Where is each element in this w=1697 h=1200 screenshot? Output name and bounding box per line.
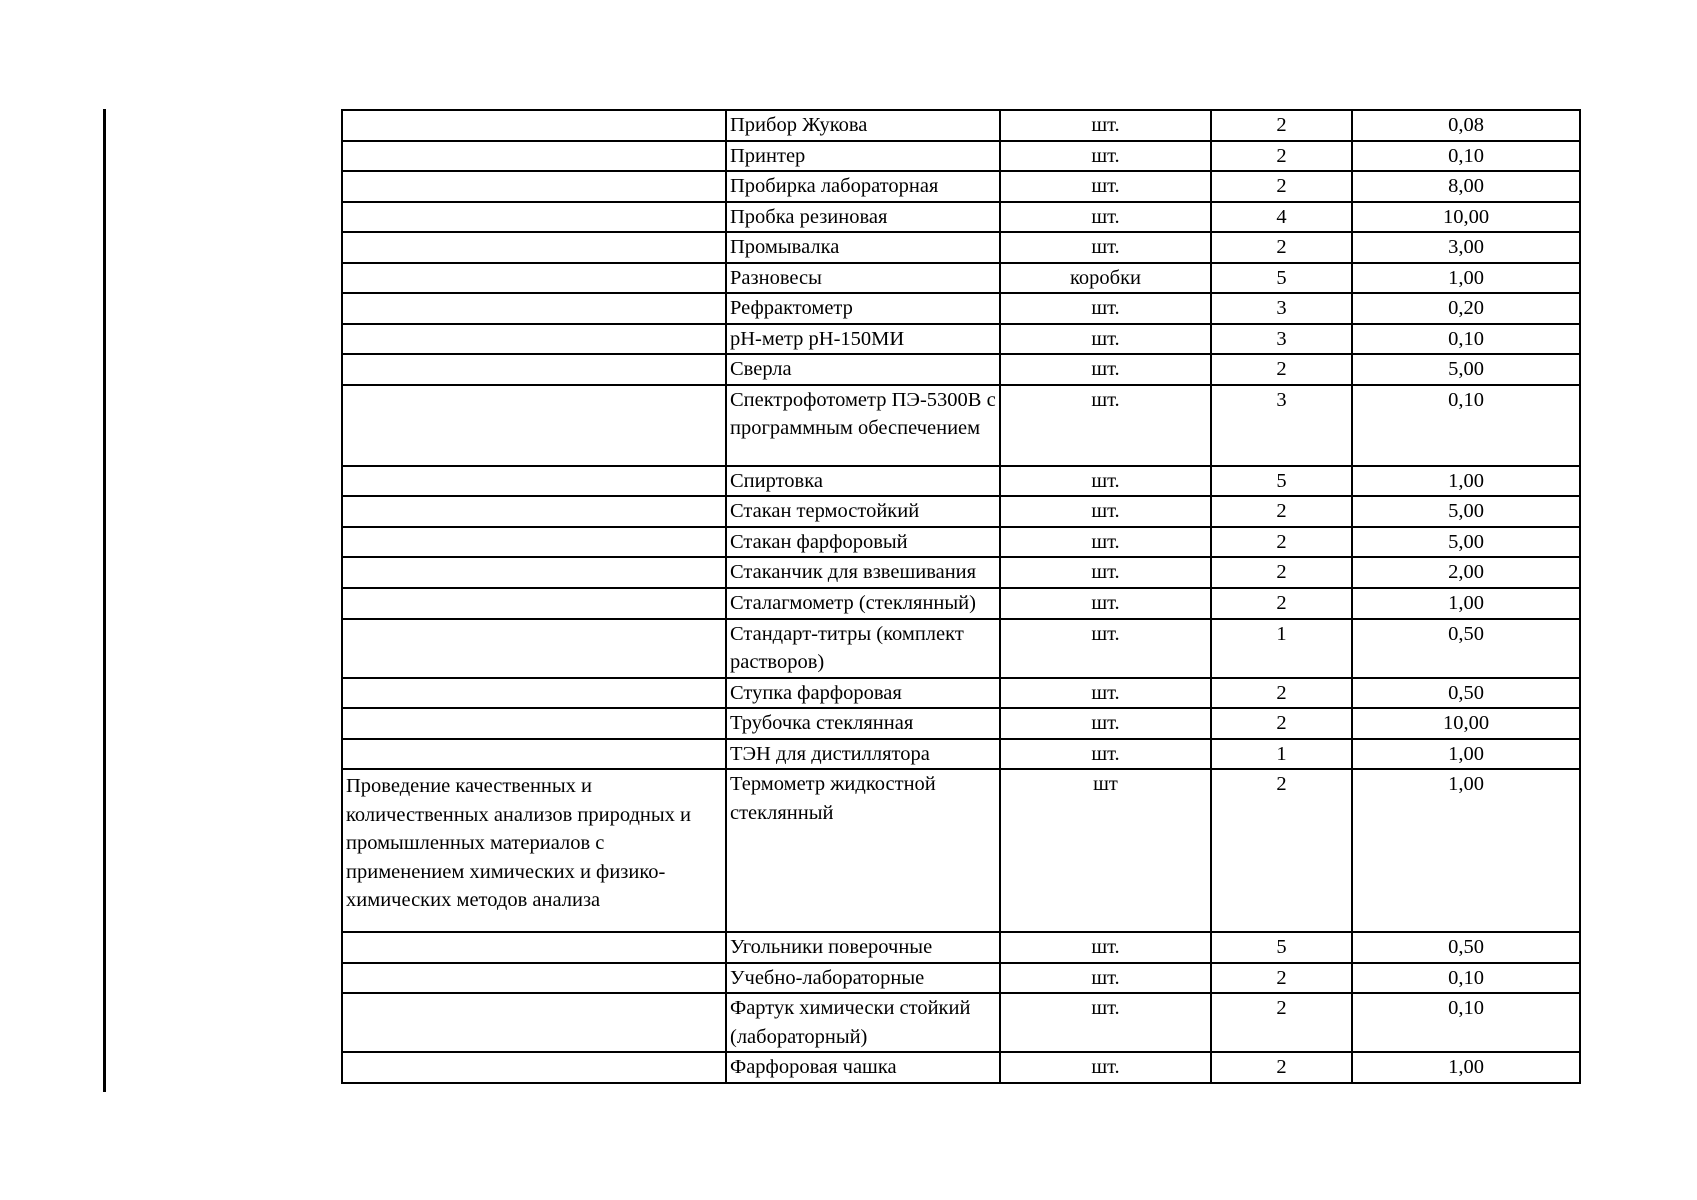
cell-activity xyxy=(342,678,726,709)
cell-quantity: 2 xyxy=(1211,993,1352,1052)
cell-unit: шт. xyxy=(1000,202,1211,233)
activity-text xyxy=(346,933,722,935)
cell-activity xyxy=(342,619,726,678)
activity-text: Проведение качественных и количественных анализов природных и промышленных материалов с применением химических и физико-химических методов анализа xyxy=(346,775,692,911)
activity-text xyxy=(346,620,722,622)
equipment-table xyxy=(341,109,1581,1084)
cell-unit: шт xyxy=(1000,769,1211,932)
cell-value: 1,00 xyxy=(1352,769,1580,932)
cell-value: 8,00 xyxy=(1352,171,1580,202)
cell-equipment-name: Сверла xyxy=(726,354,1000,385)
cell-quantity: 2 xyxy=(1211,557,1352,588)
cell-value: 1,00 xyxy=(1352,588,1580,619)
activity-text xyxy=(346,497,722,499)
cell-equipment-name: Пробка резиновая xyxy=(726,202,1000,233)
cell-equipment-name: рН-метр рН-150МИ xyxy=(726,324,1000,355)
cell-unit: шт. xyxy=(1000,496,1211,527)
cell-activity xyxy=(342,141,726,172)
cell-quantity: 1 xyxy=(1211,619,1352,678)
cell-value: 0,10 xyxy=(1352,993,1580,1052)
cell-value: 5,00 xyxy=(1352,527,1580,558)
cell-equipment-name: ТЭН для дистиллятора xyxy=(726,739,1000,770)
cell-equipment-name: Трубочка стеклянная xyxy=(726,708,1000,739)
table-row xyxy=(342,171,1580,202)
cell-equipment-name: Стакан фарфоровый xyxy=(726,527,1000,558)
cell-quantity: 5 xyxy=(1211,263,1352,294)
cell-quantity: 2 xyxy=(1211,1052,1352,1083)
table-row xyxy=(342,963,1580,994)
cell-value: 1,00 xyxy=(1352,1052,1580,1083)
cell-activity xyxy=(342,354,726,385)
cell-unit: шт. xyxy=(1000,466,1211,497)
cell-activity xyxy=(342,557,726,588)
activity-text xyxy=(346,294,722,296)
cell-unit: шт. xyxy=(1000,557,1211,588)
page-margin-line xyxy=(103,109,106,1092)
cell-activity xyxy=(342,202,726,233)
cell-equipment-name: Фартук химически стойкий (лабораторный) xyxy=(726,993,1000,1052)
cell-activity xyxy=(342,769,726,932)
cell-quantity: 2 xyxy=(1211,171,1352,202)
cell-quantity: 2 xyxy=(1211,141,1352,172)
cell-activity xyxy=(342,385,726,466)
cell-unit: шт. xyxy=(1000,588,1211,619)
table-row xyxy=(342,708,1580,739)
cell-activity xyxy=(342,293,726,324)
cell-equipment-name: Сталагмометр (стеклянный) xyxy=(726,588,1000,619)
cell-unit: шт. xyxy=(1000,527,1211,558)
cell-equipment-name: Фарфоровая чашка xyxy=(726,1052,1000,1083)
cell-activity xyxy=(342,324,726,355)
cell-unit: шт. xyxy=(1000,232,1211,263)
cell-activity xyxy=(342,739,726,770)
cell-activity xyxy=(342,527,726,558)
cell-unit: шт. xyxy=(1000,993,1211,1052)
table-row xyxy=(342,769,1580,932)
cell-unit: шт. xyxy=(1000,385,1211,466)
cell-unit: шт. xyxy=(1000,739,1211,770)
activity-text xyxy=(346,172,722,174)
cell-unit: шт. xyxy=(1000,171,1211,202)
cell-activity xyxy=(342,171,726,202)
cell-activity xyxy=(342,708,726,739)
cell-value: 5,00 xyxy=(1352,354,1580,385)
cell-value: 0,50 xyxy=(1352,932,1580,963)
activity-text xyxy=(346,111,722,113)
cell-quantity: 5 xyxy=(1211,932,1352,963)
cell-unit: шт. xyxy=(1000,708,1211,739)
cell-equipment-name: Стаканчик для взвешивания xyxy=(726,557,1000,588)
cell-quantity: 3 xyxy=(1211,385,1352,466)
cell-quantity: 3 xyxy=(1211,324,1352,355)
cell-quantity: 2 xyxy=(1211,678,1352,709)
cell-value: 3,00 xyxy=(1352,232,1580,263)
cell-equipment-name: Прибор Жукова xyxy=(726,110,1000,141)
cell-value: 0,10 xyxy=(1352,141,1580,172)
activity-text xyxy=(346,142,722,144)
cell-equipment-name: Термометр жидкостной стеклянный xyxy=(726,769,1000,932)
cell-quantity: 1 xyxy=(1211,739,1352,770)
table-row xyxy=(342,527,1580,558)
cell-equipment-name: Разновесы xyxy=(726,263,1000,294)
cell-activity xyxy=(342,263,726,294)
cell-quantity: 2 xyxy=(1211,110,1352,141)
cell-quantity: 2 xyxy=(1211,232,1352,263)
table-row xyxy=(342,588,1580,619)
activity-text xyxy=(346,994,722,996)
cell-value: 2,00 xyxy=(1352,557,1580,588)
cell-quantity: 5 xyxy=(1211,466,1352,497)
cell-unit: шт. xyxy=(1000,354,1211,385)
cell-unit: шт. xyxy=(1000,293,1211,324)
cell-quantity: 2 xyxy=(1211,963,1352,994)
activity-text xyxy=(346,589,722,591)
cell-unit: шт. xyxy=(1000,141,1211,172)
table-row xyxy=(342,557,1580,588)
cell-equipment-name: Спектрофотометр ПЭ-5300В с программным обеспечением xyxy=(726,385,1000,466)
cell-value: 10,00 xyxy=(1352,708,1580,739)
table-row xyxy=(342,619,1580,678)
cell-unit: шт. xyxy=(1000,324,1211,355)
cell-value: 1,00 xyxy=(1352,263,1580,294)
table-row xyxy=(342,496,1580,527)
cell-value: 1,00 xyxy=(1352,739,1580,770)
activity-text xyxy=(346,325,722,327)
cell-equipment-name: Ступка фарфоровая xyxy=(726,678,1000,709)
cell-quantity: 2 xyxy=(1211,708,1352,739)
cell-value: 0,50 xyxy=(1352,678,1580,709)
cell-activity xyxy=(342,932,726,963)
cell-equipment-name: Стакан термостойкий xyxy=(726,496,1000,527)
cell-quantity: 3 xyxy=(1211,293,1352,324)
cell-equipment-name: Угольники поверочные xyxy=(726,932,1000,963)
cell-activity xyxy=(342,110,726,141)
cell-activity xyxy=(342,496,726,527)
activity-text xyxy=(346,740,722,742)
cell-quantity: 2 xyxy=(1211,496,1352,527)
cell-activity xyxy=(342,588,726,619)
table-row xyxy=(342,466,1580,497)
cell-equipment-name: Учебно-лабораторные xyxy=(726,963,1000,994)
cell-activity xyxy=(342,1052,726,1083)
cell-activity xyxy=(342,963,726,994)
activity-text xyxy=(346,709,722,711)
table-row xyxy=(342,293,1580,324)
cell-equipment-name: Рефрактометр xyxy=(726,293,1000,324)
cell-quantity: 2 xyxy=(1211,354,1352,385)
cell-activity xyxy=(342,232,726,263)
activity-text xyxy=(346,964,722,966)
activity-text xyxy=(346,1053,722,1055)
table-row xyxy=(342,202,1580,233)
cell-value: 0,10 xyxy=(1352,324,1580,355)
cell-unit: шт. xyxy=(1000,678,1211,709)
activity-text xyxy=(346,264,722,266)
table-row xyxy=(342,110,1580,141)
table-row xyxy=(342,263,1580,294)
activity-text xyxy=(346,203,722,205)
cell-value: 5,00 xyxy=(1352,496,1580,527)
table-row xyxy=(342,141,1580,172)
cell-activity xyxy=(342,466,726,497)
cell-value: 0,20 xyxy=(1352,293,1580,324)
table-row xyxy=(342,385,1580,466)
cell-unit: шт. xyxy=(1000,1052,1211,1083)
table-row xyxy=(342,678,1580,709)
cell-quantity: 2 xyxy=(1211,769,1352,932)
activity-text xyxy=(346,558,722,560)
cell-unit: коробки xyxy=(1000,263,1211,294)
table-row xyxy=(342,354,1580,385)
table-row xyxy=(342,993,1580,1052)
cell-value: 0,50 xyxy=(1352,619,1580,678)
cell-unit: шт. xyxy=(1000,110,1211,141)
cell-unit: шт. xyxy=(1000,932,1211,963)
cell-quantity: 4 xyxy=(1211,202,1352,233)
table-row xyxy=(342,739,1580,770)
cell-activity xyxy=(342,993,726,1052)
cell-equipment-name: Спиртовка xyxy=(726,466,1000,497)
table-row xyxy=(342,1052,1580,1083)
cell-value: 0,10 xyxy=(1352,385,1580,466)
table-row xyxy=(342,932,1580,963)
equipment-table-body xyxy=(342,110,1580,1083)
cell-value: 1,00 xyxy=(1352,466,1580,497)
activity-text xyxy=(346,528,722,530)
cell-equipment-name: Стандарт-титры (комплект растворов) xyxy=(726,619,1000,678)
cell-unit: шт. xyxy=(1000,619,1211,678)
cell-value: 10,00 xyxy=(1352,202,1580,233)
cell-quantity: 2 xyxy=(1211,527,1352,558)
activity-text xyxy=(346,679,722,681)
activity-text xyxy=(346,467,722,469)
activity-text xyxy=(346,386,722,388)
cell-equipment-name: Пробирка лабораторная xyxy=(726,171,1000,202)
cell-equipment-name: Промывалка xyxy=(726,232,1000,263)
activity-text xyxy=(346,233,722,235)
cell-value: 0,08 xyxy=(1352,110,1580,141)
cell-quantity: 2 xyxy=(1211,588,1352,619)
cell-equipment-name: Принтер xyxy=(726,141,1000,172)
table-row xyxy=(342,324,1580,355)
activity-text xyxy=(346,355,722,357)
cell-value: 0,10 xyxy=(1352,963,1580,994)
table-row xyxy=(342,232,1580,263)
cell-unit: шт. xyxy=(1000,963,1211,994)
